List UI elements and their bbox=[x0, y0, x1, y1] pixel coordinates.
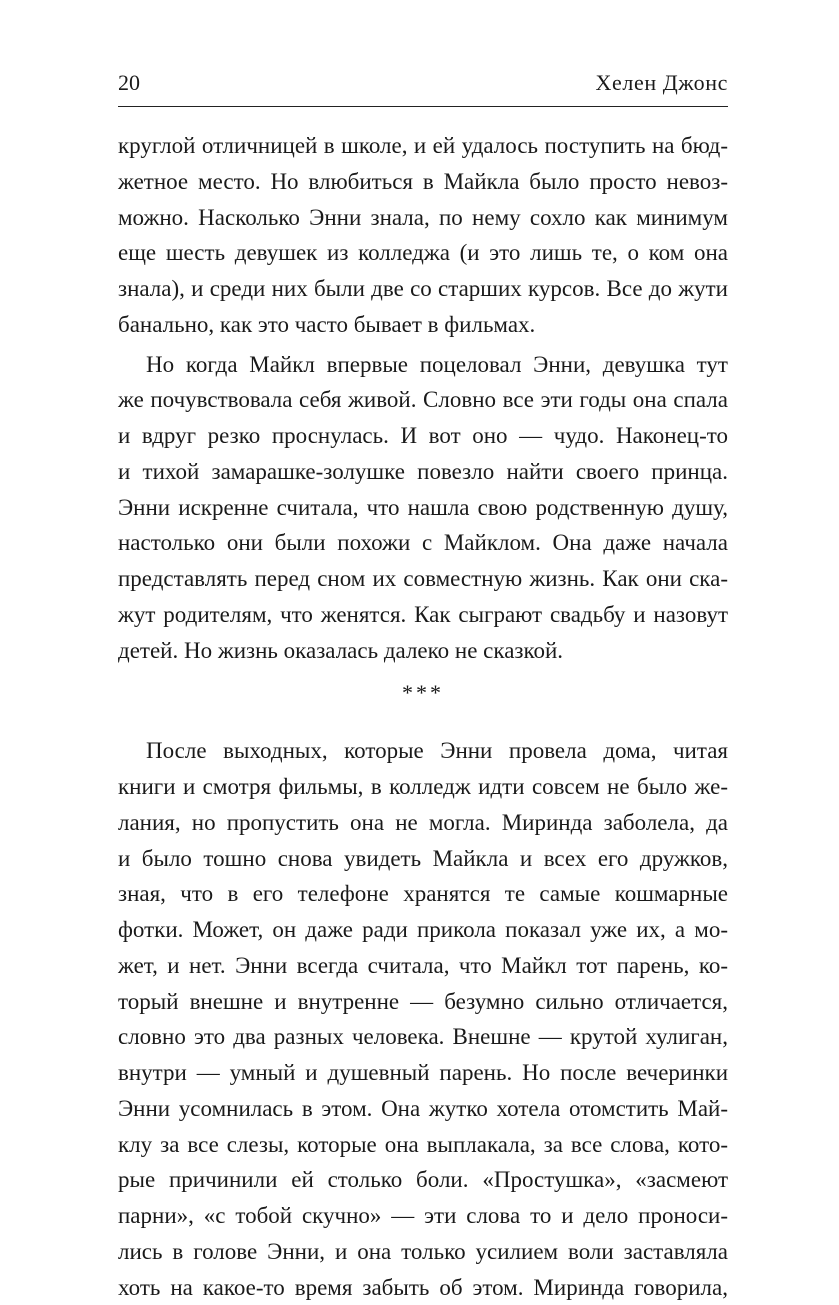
text-line: фотки. Может, он даже ради прикола показал уже их, а мо- bbox=[118, 912, 728, 948]
text-line: внутри — умный и душевный парень. Но после вечеринки bbox=[118, 1055, 728, 1091]
text-line: рые причинили ей столько боли. «Простушка», «засмеют bbox=[118, 1162, 728, 1198]
text-line: знала), и среди них были две со старших курсов. Все до жути bbox=[118, 271, 728, 307]
scene-separator: *** bbox=[118, 668, 728, 733]
header-rule bbox=[118, 106, 728, 107]
text-line: словно это два разных человека. Внешне — крутой хулиган, bbox=[118, 1019, 728, 1055]
running-head-author: Хелен Джонс bbox=[596, 70, 728, 96]
text-line: круглой отличницей в школе, и ей удалось поступить на бюд- bbox=[118, 128, 728, 164]
text-line: представлять перед сном их совместную жизнь. Как они ска- bbox=[118, 561, 728, 597]
paragraph-2 bbox=[118, 347, 728, 669]
text-line: еще шесть девушек из колледжа (и это лишь те, о ком она bbox=[118, 235, 728, 271]
text-line: и тихой замарашке-золушке повезло найти своего принца. bbox=[118, 454, 728, 490]
text-line: банально, как это часто бывает в фильмах. bbox=[118, 307, 728, 343]
body-text bbox=[118, 128, 728, 1305]
text-line: Энни искренне считала, что нашла свою родственную душу, bbox=[118, 490, 728, 526]
text-line: и вдруг резко проснулась. И вот оно — чудо. Наконец-то bbox=[118, 418, 728, 454]
text-line: хоть на какое-то время забыть об этом. Миринда говорила, bbox=[118, 1270, 728, 1305]
text-line: можно. Насколько Энни знала, по нему сохло как минимум bbox=[118, 200, 728, 236]
text-line: и было тошно снова увидеть Майкла и всех его дружков, bbox=[118, 841, 728, 877]
text-line: парни», «с тобой скучно» — эти слова то и дело проноси- bbox=[118, 1198, 728, 1234]
text-line: книги и смотря фильмы, в колледж идти совсем не было же- bbox=[118, 769, 728, 805]
page-number: 20 bbox=[118, 70, 140, 96]
text-line: Но когда Майкл впервые поцеловал Энни, девушка тут bbox=[118, 347, 728, 383]
text-line: же почувствовала себя живой. Словно все эти годы она спала bbox=[118, 382, 728, 418]
text-line: После выходных, которые Энни провела дома, читая bbox=[118, 733, 728, 769]
text-line: клу за все слезы, которые она выплакала, за все слова, кото- bbox=[118, 1127, 728, 1163]
text-line: жет, и нет. Энни всегда считала, что Майкл тот парень, ко- bbox=[118, 948, 728, 984]
text-line: жут родителям, что женятся. Как сыграют свадьбу и назовут bbox=[118, 597, 728, 633]
text-line: лись в голове Энни, и она только усилием воли заставляла bbox=[118, 1234, 728, 1270]
page-header bbox=[118, 66, 728, 100]
text-line: торый внешне и внутренне — безумно сильно отличается, bbox=[118, 984, 728, 1020]
text-line: Энни усомнилась в этом. Она жутко хотела отомстить Май- bbox=[118, 1091, 728, 1127]
text-line: лания, но пропустить она не могла. Миринда заболела, да bbox=[118, 805, 728, 841]
paragraph-1 bbox=[118, 128, 728, 343]
text-line: детей. Но жизнь оказалась далеко не сказкой. bbox=[118, 633, 728, 669]
paragraph-3 bbox=[118, 733, 728, 1305]
text-line: жетное место. Но влюбиться в Майкла было просто невоз- bbox=[118, 164, 728, 200]
text-line: зная, что в его телефоне хранятся те самые кошмарные bbox=[118, 876, 728, 912]
text-line: настолько они были похожи с Майклом. Она даже начала bbox=[118, 525, 728, 561]
